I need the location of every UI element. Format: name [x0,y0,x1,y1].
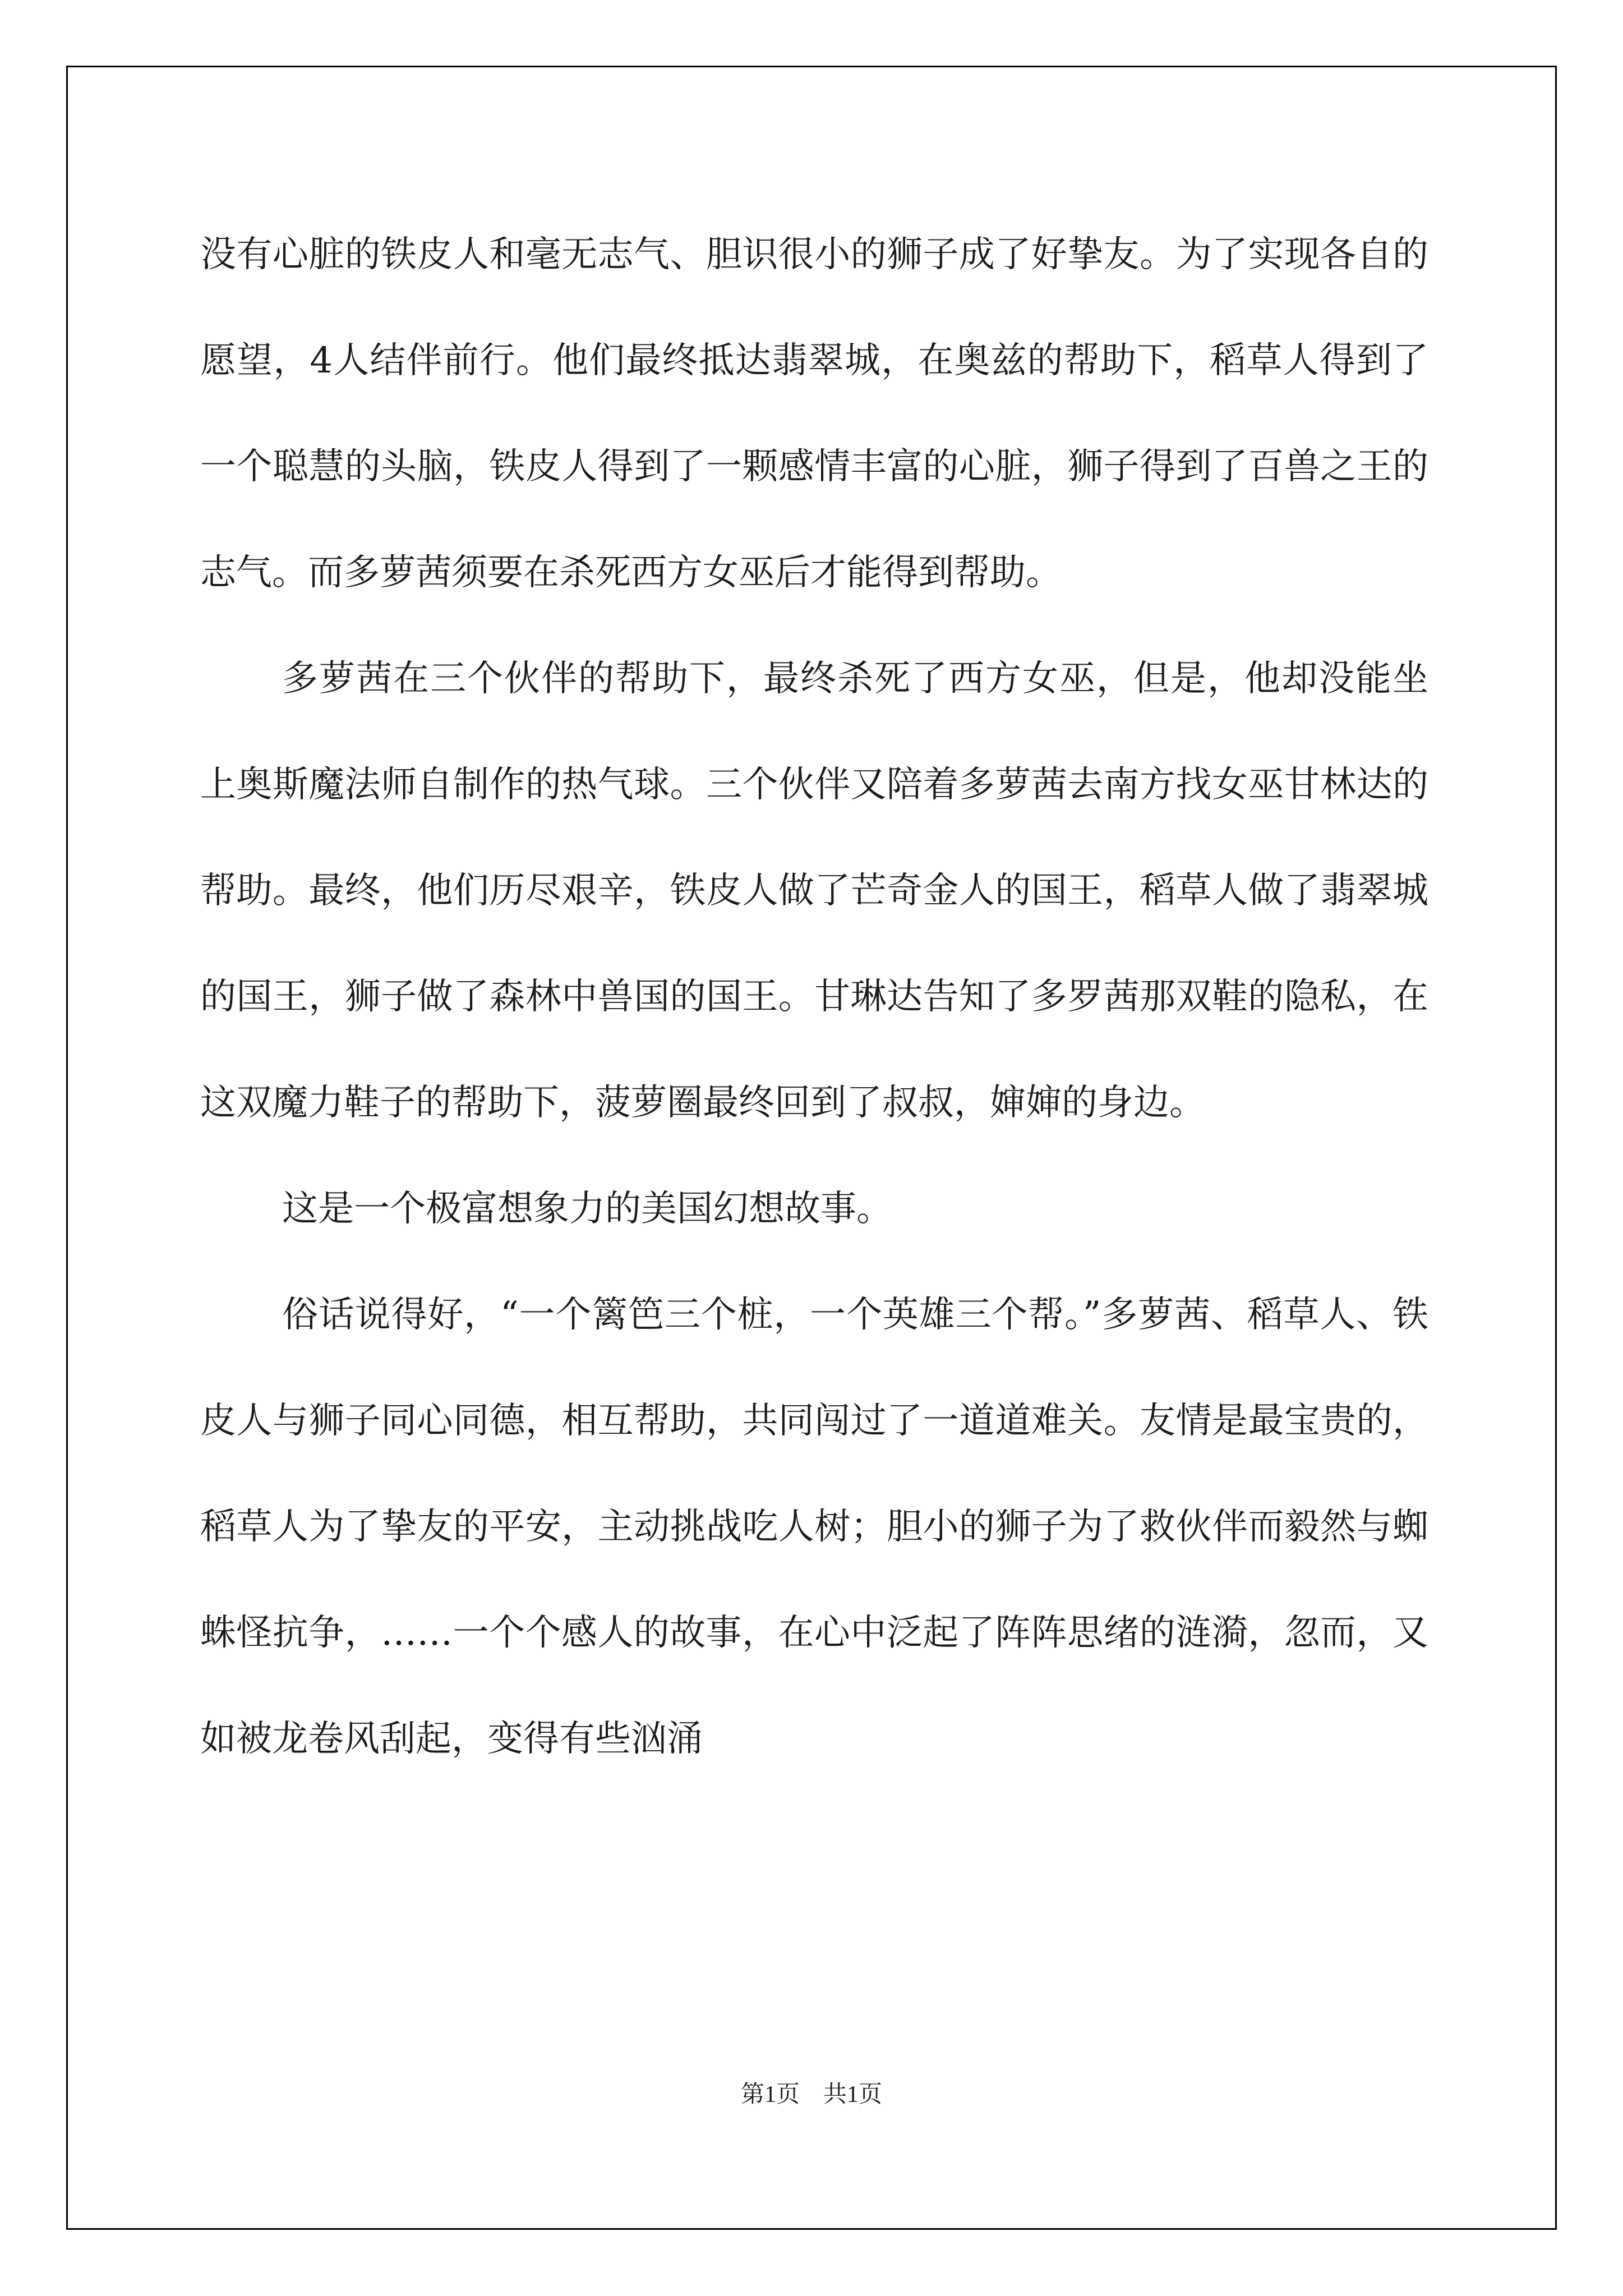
document-body [200,202,1428,1792]
paragraph-2: 多萝茜在三个伙伴的帮助下，最终杀死了西方女巫，但是，他却没能坐上奥斯魔法师自制作的热气球。三个伙伴又陪着多萝茜去南方找女巫甘林达的帮助。最终，他们历尽艰辛，铁皮人做了芒奇金人的国王，稻草人做了翡翠城的国王，狮子做了森林中兽国的国王。甘琳达告知了多罗茜那双鞋的隐私，在这双魔力鞋子的帮助下，菠萝圈最终回到了叔叔，婶婶的身边。 [200,658,1428,1124]
page-number-footer: 第1页 共1页 [740,2082,882,2108]
paragraph-3: 这是一个极富想象力的美国幻想故事。 [282,1188,892,1230]
paragraph-4: 俗话说得好，“一个篱笆三个桩，一个英雄三个帮。”多萝茜、稻草人、铁皮人与狮子同心同德，相互帮助，共同闯过了一道道难关。友情是最宝贵的，稻草人为了挚友的平安，主动挑战吃人树；胆小的狮子为了救伙伴而毅然与蜘蛛怪抗争，……一个个感人的故事，在心中泛起了阵阵思绪的涟漪，忽而，又如被龙卷风刮起，变得有些汹涌 [200,1294,1428,1760]
paragraph-1: 没有心脏的铁皮人和毫无志气、胆识很小的狮子成了好挚友。为了实现各自的愿望，4人结伴前行。他们最终抵达翡翠城，在奥兹的帮助下，稻草人得到了一个聪慧的头脑，铁皮人得到了一颗感情丰富的心脏，狮子得到了百兽之王的志气。而多萝茜须要在杀死西方女巫后才能得到帮助。 [200,234,1428,593]
